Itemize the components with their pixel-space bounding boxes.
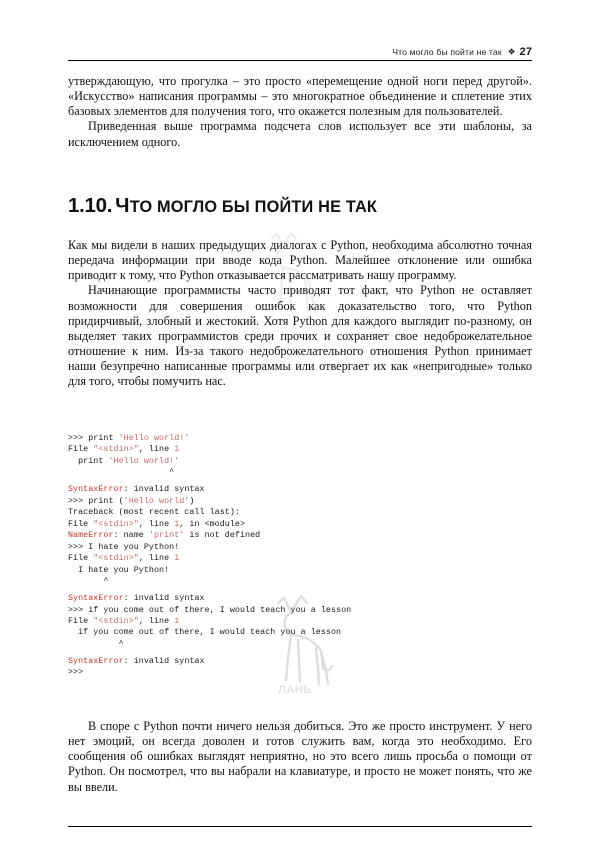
running-head-title: Что могло бы пойти не так xyxy=(392,47,502,57)
paragraph-1: утверждающую, что прогулка – это просто «перемещение одной ноги перед другой». «Искусство» написания программы – это многократное объединение и сплетение этих базовых элементов для получения того, что окажется полезным для пользователей. xyxy=(68,74,532,119)
watermark-label: ЛАНЬ xyxy=(278,684,312,696)
paragraph-block-top xyxy=(68,74,532,150)
running-head xyxy=(68,46,532,58)
code-line: >>> print 'Hello world!' xyxy=(68,433,190,443)
paragraph-3: Как мы видели в наших предыдущих диалогах с Python, необходима абсолютно точная передача информации при вводе кода Python. Малейшее отклонение или ошибка приводит к тому, что Python отказывается рассматривать нашу программу. xyxy=(68,238,532,283)
code-line: File "<stdin>", line 1, in <module> xyxy=(68,518,246,529)
code-block xyxy=(68,433,532,679)
code-line: SyntaxError: invalid syntax xyxy=(68,484,205,495)
section-number: 1.10. xyxy=(68,194,113,217)
code-line: >>> if you come out of there, I would teach you a lesson xyxy=(68,604,352,615)
code-line: SyntaxError: invalid syntax xyxy=(68,655,205,666)
paragraph-block-middle xyxy=(68,238,532,390)
code-line: SyntaxError: invalid syntax xyxy=(68,593,205,604)
section-heading xyxy=(68,194,377,218)
code-line: ^ xyxy=(68,638,124,649)
section-title-initial: Ч xyxy=(115,194,130,217)
footer-rule xyxy=(68,826,532,827)
code-line: I hate you Python! xyxy=(68,564,170,575)
header-rule xyxy=(68,60,532,61)
paragraph-2: Приведенная выше программа подсчета слов использует все эти шаблоны, за исключением одного. xyxy=(68,119,532,149)
page-number: 27 xyxy=(519,46,532,58)
code-line: >>> print ('Hello world') xyxy=(68,495,195,506)
section-title-rest: ТО МОГЛО БЫ ПОЙТИ НЕ ТАК xyxy=(129,198,378,216)
ornament-icon: ❖ xyxy=(507,46,516,57)
code-line: File "<stdin>", line 1 xyxy=(68,444,180,455)
code-line: File "<stdin>", line 1 xyxy=(68,615,180,626)
paragraph-4: Начинающие программисты часто приводят тот факт, что Python не оставляет возможности для совершения ошибок как доказательство того, что Python придирчивый, злобный и жестокий. Хотя Python для каждого выглядит по-разному, он выделяет таких программистов среди прочих и сохраняет свое недоброжелательное отношение к ним. Из-за такого недоброжелательного отношения Python принимает наши безупречно написанные программы или отвергает их как «непригодные» только для того, чтобы помучить нас. xyxy=(68,283,532,389)
code-line: Traceback (most recent call last): xyxy=(68,507,240,518)
code-line: >>> I hate you Python! xyxy=(68,541,180,552)
paragraph-block-bottom xyxy=(68,719,532,795)
code-line: print 'Hello world!' xyxy=(68,455,180,466)
code-line: ^ xyxy=(68,576,109,587)
code-line: File "<stdin>", line 1 xyxy=(68,553,180,564)
code-line: NameError: name 'print' is not defined xyxy=(68,530,261,541)
code-line: if you come out of there, I would teach you a lesson xyxy=(68,627,342,638)
code-line: ^ xyxy=(68,467,175,478)
paragraph-5: В споре с Python почти ничего нельзя добиться. Это же просто инструмент. У него нет эмоций, он всегда доволен и готов служить вам, когда это необходимо. Его сообщения об ошибках выглядят неприятно, но это всего лишь просьба о помощи от Python. Он посмотрел, что вы набрали на клавиатуре, и просто не может понять, что же вы ввели. xyxy=(68,719,532,794)
code-line: >>> xyxy=(68,667,84,678)
